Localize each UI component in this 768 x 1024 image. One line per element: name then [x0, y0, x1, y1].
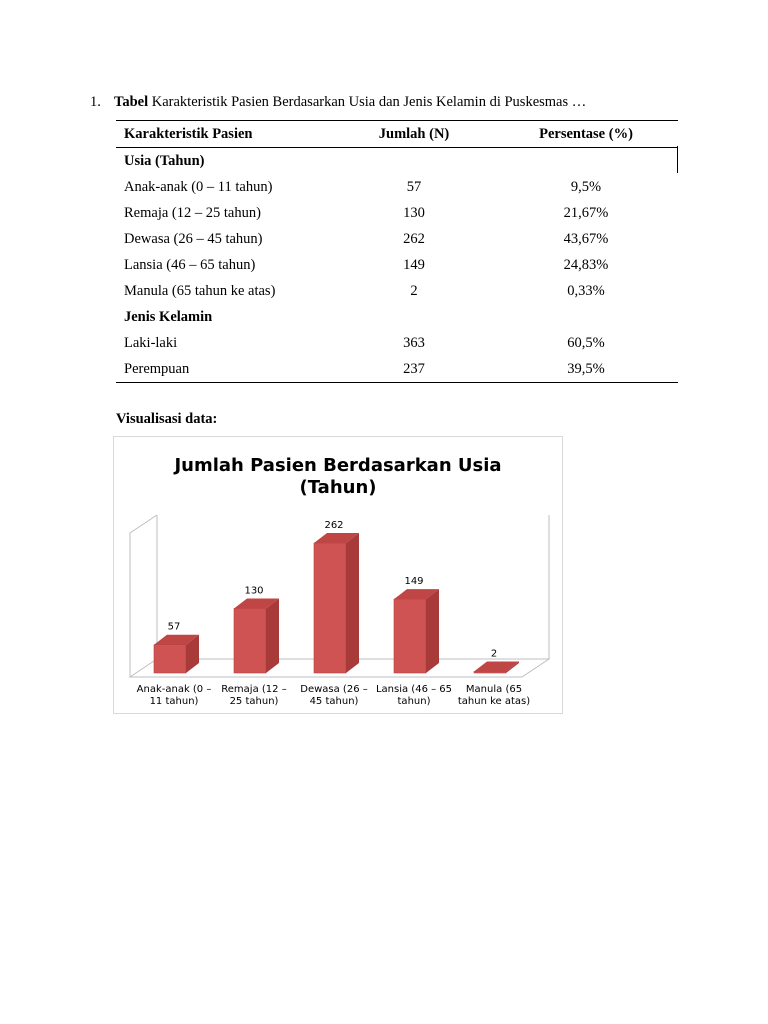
- bar-front: [394, 599, 426, 673]
- data-label: 262: [324, 520, 344, 531]
- patient-characteristics-table: [116, 120, 678, 383]
- table-row: [116, 174, 678, 200]
- category-label-line: 45 tahun): [309, 696, 359, 707]
- row-label: Lansia (46 – 65 tahun): [124, 256, 256, 273]
- category-label: [293, 684, 375, 708]
- table-header-row: [116, 121, 678, 148]
- category-label-line: tahun ke atas): [457, 696, 531, 707]
- data-label: 57: [167, 621, 181, 633]
- row-count: 237: [334, 356, 494, 383]
- row-label: Dewasa (26 – 45 tahun): [124, 230, 263, 247]
- bar-front: [154, 645, 186, 673]
- row-percentage: 39,5%: [494, 356, 678, 383]
- row-count: 130: [403, 204, 425, 221]
- chart-title-line-1: Jumlah Pasien Berdasarkan Usia: [174, 455, 502, 476]
- row-percentage: 43,67%: [563, 230, 609, 247]
- row-count: 57: [406, 178, 422, 195]
- category-label-line: tahun): [397, 696, 431, 707]
- group-row-gender: [116, 304, 678, 330]
- category-label-line: Anak-anak (0 –: [136, 684, 212, 695]
- table-row: [116, 278, 678, 304]
- category-label-line: Dewasa (26 –: [300, 684, 368, 695]
- bar-side: [266, 598, 279, 673]
- table-right-border: [677, 146, 678, 173]
- group-label-age: Usia (Tahun): [124, 152, 205, 169]
- chart-canvas: [114, 437, 562, 713]
- row-percentage: 60,5%: [567, 334, 605, 351]
- row-percentage: 9,5%: [570, 178, 602, 195]
- row-label: Remaja (12 – 25 tahun): [124, 204, 261, 221]
- table-row: [116, 356, 678, 383]
- bar-front: [234, 608, 266, 673]
- table-row: [116, 252, 678, 278]
- row-count: 2: [410, 282, 418, 299]
- bar-front: [474, 672, 506, 674]
- data-label: 2: [490, 648, 498, 660]
- caption-number: 1.: [90, 94, 101, 110]
- category-label: [213, 684, 295, 708]
- bar-chart: [113, 436, 563, 714]
- bar-top: [474, 662, 519, 672]
- row-label: Anak-anak (0 – 11 tahun): [124, 178, 273, 195]
- row-percentage: 21,67%: [563, 204, 609, 221]
- category-label-line: Lansia (46 – 65: [375, 684, 453, 695]
- row-percentage: 24,83%: [563, 256, 609, 273]
- table-row: [116, 330, 678, 356]
- caption-bold: Tabel: [114, 94, 149, 110]
- header-characteristic: Karakteristik Pasien: [116, 121, 334, 148]
- row-label: Perempuan: [116, 356, 334, 383]
- row-label: Laki-laki: [124, 334, 178, 351]
- row-count: 262: [403, 230, 425, 247]
- row-label: Manula (65 tahun ke atas): [124, 282, 276, 299]
- category-label: [133, 684, 215, 708]
- row-count: 363: [403, 334, 425, 351]
- category-label-line: 25 tahun): [229, 696, 279, 707]
- table-row: [116, 200, 678, 226]
- caption-text: Karakteristik Pasien Berdasarkan Usia dan Jenis Kelamin di Puskesmas …: [148, 94, 587, 110]
- category-label: [373, 684, 455, 708]
- category-label-line: 11 tahun): [149, 696, 199, 707]
- group-label-gender: Jenis Kelamin: [124, 308, 213, 325]
- group-row-age: [116, 148, 678, 175]
- category-label-line: Remaja (12 –: [221, 684, 287, 695]
- data-label: 149: [404, 576, 424, 588]
- chart-title-line-2: (Tahun): [299, 477, 377, 498]
- header-count: Jumlah (N): [334, 121, 494, 148]
- table-caption: [90, 94, 586, 111]
- left-wall-edge: [130, 515, 157, 677]
- bar-side: [346, 533, 359, 673]
- category-label: [453, 684, 535, 708]
- bar-front: [314, 543, 346, 673]
- visualization-label: Visualisasi data:: [116, 411, 218, 427]
- bar-side: [426, 589, 439, 673]
- table-row: [116, 226, 678, 252]
- category-label-line: Manula (65: [465, 684, 523, 695]
- header-percentage: Persentase (%): [494, 121, 678, 148]
- row-count: 149: [403, 256, 425, 273]
- data-label: 130: [244, 585, 264, 597]
- row-percentage: 0,33%: [567, 282, 605, 299]
